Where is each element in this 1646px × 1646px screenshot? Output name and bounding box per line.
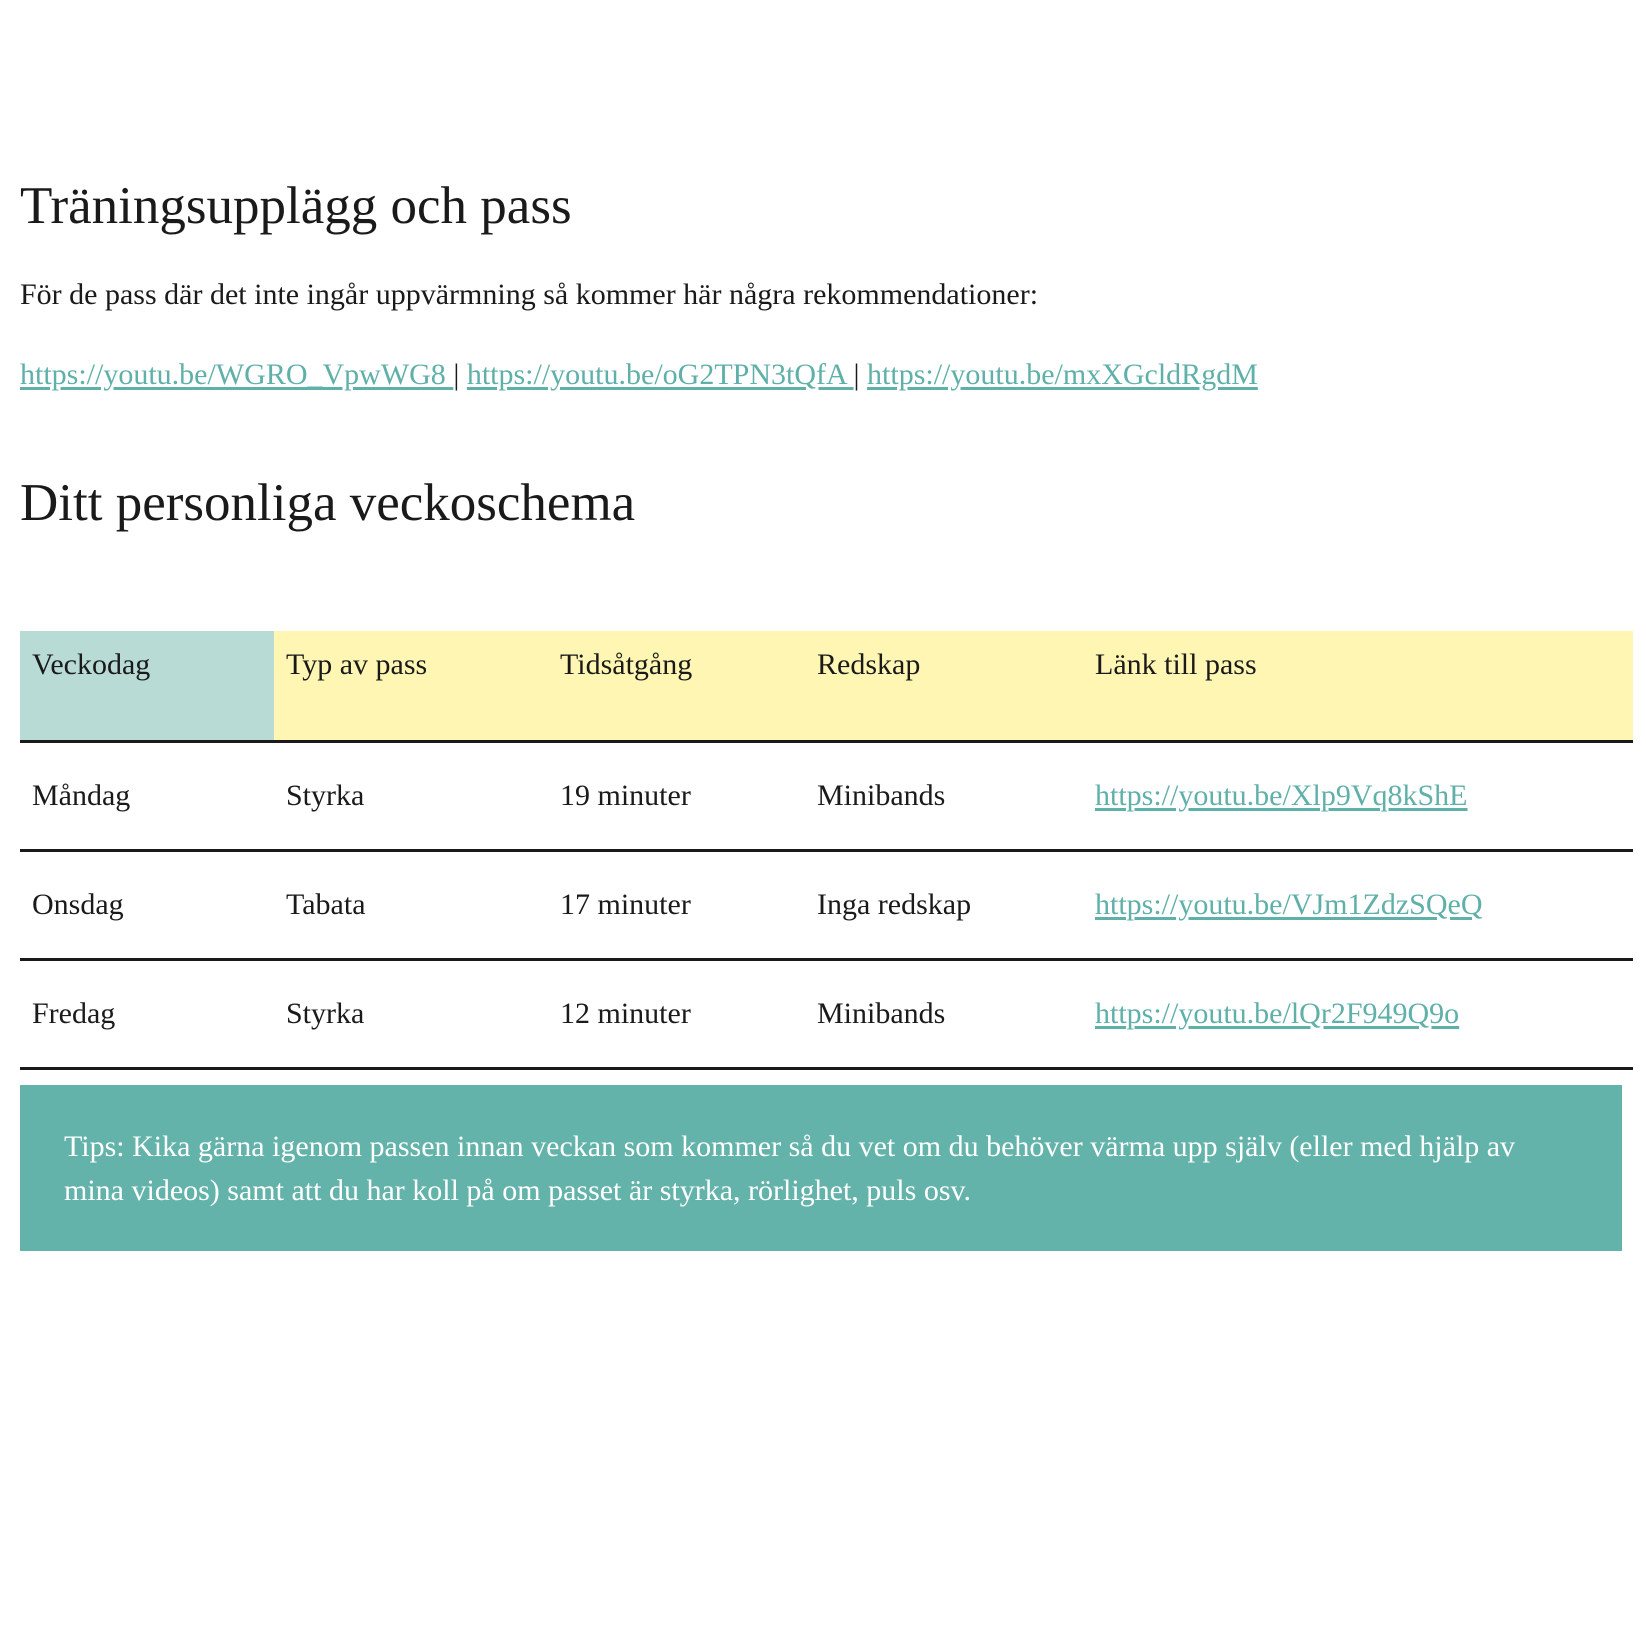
table-row xyxy=(20,959,1633,1068)
warmup-link-2[interactable]: https://youtu.be/oG2TPN3tQfA xyxy=(466,358,854,391)
schedule-title: Ditt personliga veckoschema xyxy=(20,474,636,532)
link-separator: | xyxy=(453,358,460,391)
table-row xyxy=(20,741,1633,850)
session-link[interactable]: https://youtu.be/VJm1ZdzSQeQ xyxy=(1095,887,1483,921)
cell-day: Onsdag xyxy=(20,850,274,959)
link-separator: | xyxy=(853,358,860,391)
cell-equipment: Minibands xyxy=(805,741,1083,850)
cell-time: 12 minuter xyxy=(548,959,805,1068)
cell-time: 17 minuter xyxy=(548,850,805,959)
session-link[interactable]: https://youtu.be/Xlp9Vq8kShE xyxy=(1095,778,1468,812)
session-link[interactable]: https://youtu.be/lQr2F949Q9o xyxy=(1095,996,1460,1030)
header-link: Länk till pass xyxy=(1083,631,1633,741)
cell-link xyxy=(1083,959,1633,1068)
warmup-links xyxy=(20,357,1258,393)
warmup-link-3[interactable]: https://youtu.be/mxXGcldRgdM xyxy=(867,358,1258,391)
cell-equipment: Minibands xyxy=(805,959,1083,1068)
cell-time: 19 minuter xyxy=(548,741,805,850)
table-header-row xyxy=(20,631,1633,741)
header-time: Tidsåtgång xyxy=(548,631,805,741)
tips-box: Tips: Kika gärna igenom passen innan veckan som kommer så du vet om du behöver värma upp själv (eller med hjälp av mina videos) samt att du har koll på om passet är styrka, rörlighet, puls osv. xyxy=(20,1085,1622,1251)
cell-type: Tabata xyxy=(274,850,548,959)
cell-day: Fredag xyxy=(20,959,274,1068)
page-title: Träningsupplägg och pass xyxy=(20,177,572,235)
cell-day: Måndag xyxy=(20,741,274,850)
cell-link xyxy=(1083,741,1633,850)
header-equipment: Redskap xyxy=(805,631,1083,741)
warmup-link-1[interactable]: https://youtu.be/WGRO_VpwWG8 xyxy=(20,358,454,391)
header-type: Typ av pass xyxy=(274,631,548,741)
weekly-schedule-table xyxy=(20,631,1633,1070)
header-weekday: Veckodag xyxy=(20,631,274,741)
cell-type: Styrka xyxy=(274,741,548,850)
intro-text: För de pass där det inte ingår uppvärmning så kommer här några rekommendationer: xyxy=(20,278,1039,311)
cell-link xyxy=(1083,850,1633,959)
cell-equipment: Inga redskap xyxy=(805,850,1083,959)
table-row xyxy=(20,850,1633,959)
cell-type: Styrka xyxy=(274,959,548,1068)
